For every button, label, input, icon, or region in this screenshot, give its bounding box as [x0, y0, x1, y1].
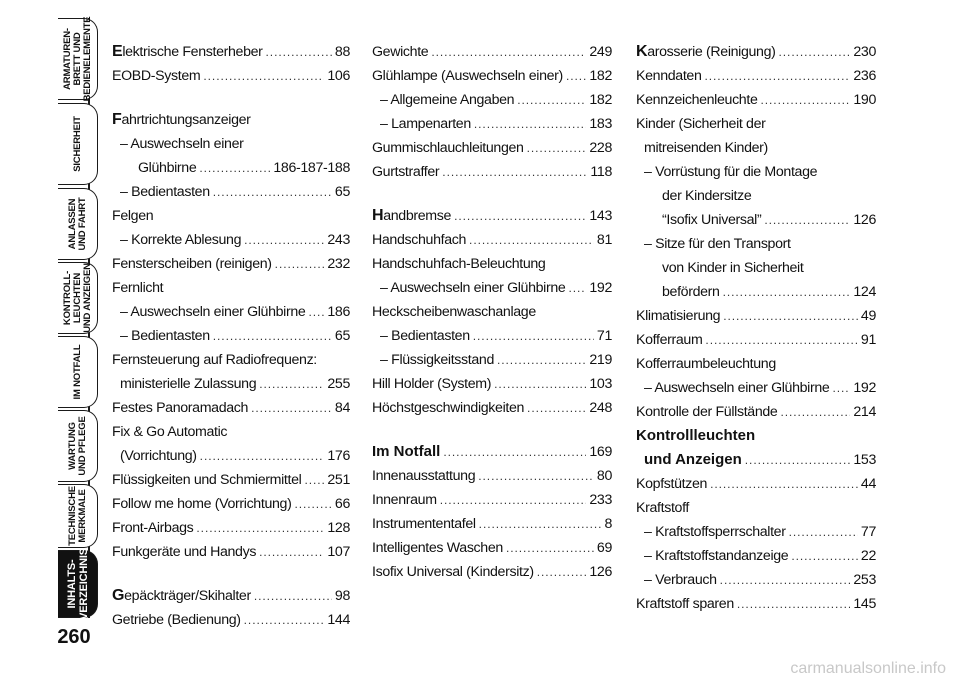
- dot-leader: [244, 608, 325, 632]
- dot-leader: [431, 40, 586, 64]
- index-entry[interactable]: [636, 40, 876, 64]
- index-page-ref[interactable]: 91: [860, 332, 876, 348]
- index-entry[interactable]: [372, 40, 612, 64]
- index-heading: [112, 132, 350, 156]
- index-page-ref[interactable]: 190: [853, 92, 876, 108]
- index-heading: [112, 108, 350, 132]
- index-page-ref[interactable]: 169: [589, 444, 612, 460]
- index-page-ref[interactable]: 103: [589, 376, 612, 392]
- index-page-ref[interactable]: 106: [327, 68, 350, 84]
- index-entry[interactable]: [636, 208, 876, 232]
- index-entry[interactable]: [372, 512, 612, 536]
- dot-leader: [517, 88, 586, 112]
- dot-leader: [442, 160, 587, 184]
- index-letter: G: [112, 587, 125, 604]
- index-page-ref[interactable]: 232: [327, 256, 350, 272]
- index-entry-label: Gummischlauchleitungen: [372, 140, 524, 156]
- index-page-ref[interactable]: 228: [589, 140, 612, 156]
- index-page-ref[interactable]: 233: [589, 492, 612, 508]
- index-page-ref[interactable]: 144: [327, 612, 350, 628]
- index-entry[interactable]: [372, 464, 612, 488]
- index-entry-label: von Kinder in Sicherheit: [662, 260, 804, 276]
- index-entry-label: Getriebe (Bedienung): [112, 612, 241, 628]
- index-page-ref[interactable]: 118: [590, 164, 612, 180]
- index-entry[interactable]: [372, 348, 612, 372]
- index-entry[interactable]: [112, 228, 350, 252]
- index-page-ref[interactable]: 182: [589, 92, 612, 108]
- index-entry-label: Glühbirne: [138, 160, 197, 176]
- index-entry-label: Innenraum: [372, 492, 437, 508]
- dot-leader: [200, 444, 325, 468]
- index-entry[interactable]: [112, 252, 350, 276]
- index-entry[interactable]: [636, 328, 876, 352]
- index-heading: [636, 496, 876, 520]
- index-entry-label: Klimatisierung: [636, 308, 721, 324]
- index-entry[interactable]: [112, 64, 350, 88]
- watermark: carmanualsonline.info: [790, 660, 946, 677]
- index-entry-label: Glühlampe (Auswechseln einer): [372, 68, 563, 84]
- index-page-ref[interactable]: 236: [853, 68, 876, 84]
- index-entry-label: Kofferraumbeleuchtung: [636, 356, 776, 372]
- index-entry-label: Kenndaten: [636, 68, 702, 84]
- index-entry-label: Im Notfall: [372, 443, 441, 460]
- index-page-ref[interactable]: 80: [596, 468, 612, 484]
- dot-leader: [527, 136, 587, 160]
- dot-leader: [764, 208, 850, 232]
- index-page-ref[interactable]: 84: [334, 400, 350, 416]
- index-entry-label: Handschuhfach-Beleuchtung: [372, 256, 546, 272]
- dot-leader: [568, 276, 586, 300]
- index-entry[interactable]: [372, 560, 612, 584]
- index-heading: [636, 424, 876, 448]
- index-entry[interactable]: [112, 372, 350, 396]
- dot-leader: [259, 540, 324, 564]
- section-tab[interactable]: [58, 336, 98, 408]
- index-entry-label: – Auswechseln einer: [120, 136, 244, 152]
- section-tab-label: TECHNISCHE MERKMALE: [66, 486, 88, 546]
- index-page-ref[interactable]: 126: [853, 212, 876, 228]
- index-entry-label: Fernsteuerung auf Radiofrequenz:: [112, 352, 317, 368]
- index-entry-label: – Verbrauch: [644, 572, 717, 588]
- dot-leader: [275, 252, 325, 276]
- index-page-ref[interactable]: 44: [860, 476, 876, 492]
- dot-leader: [254, 584, 332, 608]
- dot-leader: [454, 204, 586, 228]
- index-entry-label: befördern: [662, 284, 720, 300]
- index-page-ref[interactable]: 49: [860, 308, 876, 324]
- section-tab-label: WARTUNG UND PFLEGE: [66, 416, 88, 476]
- dot-leader: [705, 64, 851, 88]
- index-page-ref[interactable]: 66: [334, 496, 350, 512]
- index-page-ref[interactable]: 98: [334, 588, 350, 604]
- index-entry[interactable]: [372, 276, 612, 300]
- index-page-ref[interactable]: 243: [327, 232, 350, 248]
- index-entry[interactable]: [112, 492, 350, 516]
- index-entry-label: ministerielle Zulassung: [120, 376, 257, 392]
- index-entry-label: EOBD-System: [112, 68, 201, 84]
- index-entry[interactable]: [112, 468, 350, 492]
- dot-leader: [723, 280, 851, 304]
- index-entry[interactable]: [636, 448, 876, 472]
- dot-leader: [789, 520, 858, 544]
- section-tab[interactable]: [58, 188, 98, 260]
- index-entry-label: ahrtrichtungsanzeiger: [121, 112, 251, 128]
- index-page-ref[interactable]: 69: [596, 540, 612, 556]
- dot-leader: [196, 516, 324, 540]
- index-entry-label-group: [112, 40, 263, 64]
- index-page-ref[interactable]: 251: [327, 472, 350, 488]
- index-page-ref[interactable]: 192: [853, 380, 876, 396]
- dot-leader: [720, 568, 851, 592]
- dot-leader: [745, 448, 851, 472]
- index-entry[interactable]: [372, 204, 612, 228]
- index-entry-label: arosserie (Reinigung): [647, 44, 776, 60]
- section-tab-label: ANLASSEN UND FAHRT: [66, 197, 88, 251]
- index-page-ref[interactable]: 214: [853, 404, 876, 420]
- dot-leader: [566, 64, 586, 88]
- index-page-ref[interactable]: 126: [589, 564, 612, 580]
- index-entry-label: andbremse: [383, 208, 452, 224]
- index-heading: [112, 276, 350, 300]
- index-entry-label-group: [112, 584, 251, 608]
- dot-leader: [761, 88, 851, 112]
- section-tab-strip: [0, 0, 100, 692]
- index-entry-label: Kopfstützen: [636, 476, 708, 492]
- index-entry-label: Fensterscheiben (reinigen): [112, 256, 272, 272]
- index-entry[interactable]: [112, 584, 350, 608]
- index-entry[interactable]: [112, 180, 350, 204]
- index-entry-label: – Allgemeine Angaben: [380, 92, 515, 108]
- index-spacer: [112, 564, 350, 584]
- index-heading: [636, 184, 876, 208]
- index-heading: [372, 252, 612, 276]
- index-page-ref[interactable]: 253: [853, 572, 876, 588]
- dot-leader: [266, 40, 332, 64]
- dot-leader: [469, 228, 594, 252]
- index-entry[interactable]: [636, 304, 876, 328]
- index-page-ref[interactable]: 230: [853, 44, 876, 60]
- section-tab[interactable]: [58, 550, 98, 618]
- index-page-ref[interactable]: 22: [860, 548, 876, 564]
- index-entry-label: Gewichte: [372, 44, 429, 60]
- index-entry-label: Höchstgeschwindigkeiten: [372, 400, 525, 416]
- index-entry[interactable]: [372, 396, 612, 420]
- index-spacer: [372, 184, 612, 204]
- index-entry-label: epäckträger/Skihalter: [124, 588, 251, 604]
- index-page-ref[interactable]: 8: [604, 516, 612, 532]
- index-entry-label: (Vorrichtung): [120, 448, 197, 464]
- index-entry-label: Flüssigkeiten und Schmiermittel: [112, 472, 302, 488]
- section-tab-label: ARMATUREN- BRETT UND BEDIENELEMENTE: [61, 16, 93, 102]
- index-entry-label: und Anzeigen: [644, 451, 742, 468]
- dot-leader: [259, 372, 324, 396]
- dot-leader: [213, 180, 332, 204]
- index-page-ref[interactable]: 81: [596, 232, 612, 248]
- index-entry-label: Kraftstoff: [636, 500, 690, 516]
- index-entry-label: – Bedientasten: [120, 328, 210, 344]
- index-page-ref[interactable]: 183: [589, 116, 612, 132]
- index-entry[interactable]: [636, 592, 876, 616]
- index-entry[interactable]: [372, 372, 612, 396]
- index-entry-label: Fix & Go Automatic: [112, 424, 228, 440]
- index-spacer: [372, 420, 612, 440]
- dot-leader: [832, 376, 850, 400]
- index-heading: [112, 348, 350, 372]
- dot-leader: [203, 64, 324, 88]
- dot-leader: [737, 592, 850, 616]
- index-page-ref[interactable]: 88: [334, 44, 350, 60]
- index-entry-label: der Kindersitze: [662, 188, 752, 204]
- section-tab-label: SICHERHEIT: [71, 116, 83, 172]
- index-entry-label-group: [112, 112, 251, 128]
- section-tab[interactable]: [58, 18, 98, 100]
- index-entry[interactable]: [372, 160, 612, 184]
- index-entry[interactable]: [112, 608, 350, 632]
- index-entry[interactable]: [372, 136, 612, 160]
- index-page-ref[interactable]: 186-187-188: [273, 160, 350, 176]
- index-page-ref[interactable]: 128: [327, 520, 350, 536]
- index-heading: [636, 232, 876, 256]
- dot-leader: [473, 324, 594, 348]
- index-page-ref[interactable]: 249: [589, 44, 612, 60]
- index-entry-label: Kontrolle der Füllstände: [636, 404, 778, 420]
- index-entry-label: Kraftstoff sparen: [636, 596, 734, 612]
- index-entry[interactable]: [372, 536, 612, 560]
- index-heading: [636, 256, 876, 280]
- index-page-ref[interactable]: 77: [860, 524, 876, 540]
- dot-leader: [791, 544, 858, 568]
- dot-leader: [478, 464, 594, 488]
- index-column-2: [372, 40, 612, 584]
- index-page-ref[interactable]: 176: [327, 448, 350, 464]
- index-entry-label: – Bedientasten: [380, 328, 470, 344]
- index-page-ref[interactable]: 71: [596, 328, 612, 344]
- index-entry-label: – Korrekte Ablesung: [120, 232, 242, 248]
- index-page-ref[interactable]: 65: [334, 184, 350, 200]
- dot-leader: [497, 348, 586, 372]
- dot-leader: [443, 440, 586, 464]
- index-entry-label: Kinder (Sicherheit der: [636, 116, 766, 132]
- dot-leader: [440, 488, 587, 512]
- index-entry-label: – Vorrüstung für die Montage: [644, 164, 818, 180]
- index-column-1: [112, 40, 350, 632]
- dot-leader: [479, 512, 602, 536]
- index-spacer: [112, 88, 350, 108]
- section-tab-label: KONTROLL- LEUCHTEN UND ANZEIGEN: [61, 263, 93, 333]
- index-entry[interactable]: [372, 64, 612, 88]
- dot-leader: [537, 560, 587, 584]
- index-column-3: [636, 40, 876, 616]
- dot-leader: [308, 300, 324, 324]
- dot-leader: [527, 396, 586, 420]
- index-entry-label: Hill Holder (System): [372, 376, 492, 392]
- index-page-ref[interactable]: 192: [589, 280, 612, 296]
- index-entry-label: Heckscheibenwaschanlage: [372, 304, 536, 320]
- index-entry[interactable]: [636, 472, 876, 496]
- index-letter: K: [636, 43, 648, 60]
- index-heading: [636, 136, 876, 160]
- index-entry[interactable]: [112, 300, 350, 324]
- index-entry-label: – Sitze für den Transport: [644, 236, 791, 252]
- section-tab[interactable]: [58, 103, 98, 185]
- index-entry-label: – Auswechseln einer Glühbirne: [380, 280, 566, 296]
- index-entry[interactable]: [112, 444, 350, 468]
- index-entry-label: Innenausstattung: [372, 468, 476, 484]
- dot-leader: [779, 40, 851, 64]
- index-entry-label: Follow me home (Vorrichtung): [112, 496, 292, 512]
- index-entry-label: Felgen: [112, 208, 154, 224]
- index-entry-label: Festes Panoramadach: [112, 400, 249, 416]
- index-page-ref[interactable]: 182: [589, 68, 612, 84]
- dot-leader: [251, 396, 332, 420]
- index-entry-label: Fernlicht: [112, 280, 164, 296]
- index-entry[interactable]: [112, 516, 350, 540]
- dot-leader: [474, 112, 586, 136]
- index-page-ref[interactable]: 186: [327, 304, 350, 320]
- index-entry-label: – Kraftstoffstandanzeige: [644, 548, 789, 564]
- dot-leader: [213, 324, 332, 348]
- index-letter: F: [112, 111, 122, 128]
- index-entry[interactable]: [112, 540, 350, 564]
- index-entry-label: Instrumententafel: [372, 516, 476, 532]
- index-page-ref[interactable]: 255: [327, 376, 350, 392]
- index-entry[interactable]: [112, 156, 350, 180]
- index-entry[interactable]: [636, 568, 876, 592]
- index-entry-label: – Kraftstoffsperrschalter: [644, 524, 786, 540]
- page-number: 260: [57, 626, 91, 648]
- index-entry[interactable]: [112, 324, 350, 348]
- section-tab-label: IM NOTFALL: [71, 344, 83, 400]
- index-entry-label-group: [636, 40, 776, 64]
- section-tab[interactable]: [58, 262, 98, 334]
- section-tab[interactable]: [58, 484, 98, 548]
- index-page-ref[interactable]: 153: [853, 452, 876, 468]
- dot-leader: [710, 472, 858, 496]
- dot-leader: [244, 228, 324, 252]
- dot-leader: [723, 304, 858, 328]
- index-entry[interactable]: [636, 544, 876, 568]
- index-letter: H: [372, 207, 384, 224]
- index-entry-label: lektrische Fensterheber: [122, 44, 263, 60]
- section-tab[interactable]: [58, 410, 98, 482]
- index-page-ref[interactable]: 145: [853, 596, 876, 612]
- dot-leader: [705, 328, 857, 352]
- index-page-ref[interactable]: 219: [589, 352, 612, 368]
- index-entry-label-group: [372, 204, 451, 228]
- index-heading: [636, 160, 876, 184]
- index-entry-label: – Auswechseln einer Glühbirne: [120, 304, 306, 320]
- index-page-ref[interactable]: 65: [334, 328, 350, 344]
- dot-leader: [494, 372, 586, 396]
- index-entry-label: Kofferraum: [636, 332, 703, 348]
- dot-leader: [294, 492, 331, 516]
- dot-leader: [506, 536, 594, 560]
- index-entry[interactable]: [636, 64, 876, 88]
- index-entry[interactable]: [636, 376, 876, 400]
- index-entry[interactable]: [372, 488, 612, 512]
- index-entry-label: Kennzeichenleuchte: [636, 92, 758, 108]
- index-entry-label: Handschuhfach: [372, 232, 467, 248]
- index-entry[interactable]: [112, 40, 350, 64]
- index-entry-label: – Bedientasten: [120, 184, 210, 200]
- index-heading: [112, 204, 350, 228]
- index-entry[interactable]: [372, 88, 612, 112]
- index-entry[interactable]: [636, 280, 876, 304]
- index-heading: [112, 420, 350, 444]
- index-entry-label: “Isofix Universal”: [662, 212, 762, 228]
- index-page-ref[interactable]: 248: [589, 400, 612, 416]
- index-page-ref[interactable]: 107: [327, 544, 350, 560]
- index-entry[interactable]: [372, 228, 612, 252]
- index-entry[interactable]: [372, 324, 612, 348]
- index-page-ref[interactable]: 143: [589, 208, 612, 224]
- index-entry[interactable]: [372, 440, 612, 464]
- index-heading: [372, 300, 612, 324]
- index-entry[interactable]: [636, 88, 876, 112]
- index-entry-label: Intelligentes Waschen: [372, 540, 503, 556]
- index-entry-label: Front-Airbags: [112, 520, 194, 536]
- index-page-ref[interactable]: 124: [853, 284, 876, 300]
- index-letter: E: [112, 43, 123, 60]
- index-entry-label: Funkgeräte und Handys: [112, 544, 257, 560]
- index-heading: [636, 352, 876, 376]
- index-heading: [636, 112, 876, 136]
- section-tab-label: INHALTS- VERZEICHNIS: [65, 548, 90, 620]
- index-entry[interactable]: [636, 520, 876, 544]
- index-entry-label: Gurtstraffer: [372, 164, 440, 180]
- index-entry-label: – Flüssigkeitsstand: [380, 352, 494, 368]
- index-entry[interactable]: [372, 112, 612, 136]
- index-entry[interactable]: [112, 396, 350, 420]
- dot-leader: [199, 156, 270, 180]
- index-entry-label: Isofix Universal (Kindersitz): [372, 564, 534, 580]
- index-entry-label: – Lampenarten: [380, 116, 471, 132]
- index-entry-label: Kontrollleuchten: [636, 427, 756, 444]
- index-entry-label: – Auswechseln einer Glühbirne: [644, 380, 830, 396]
- index-entry[interactable]: [636, 400, 876, 424]
- index-entry-label: mitreisenden Kinder): [644, 140, 768, 156]
- dot-leader: [780, 400, 850, 424]
- dot-leader: [304, 468, 324, 492]
